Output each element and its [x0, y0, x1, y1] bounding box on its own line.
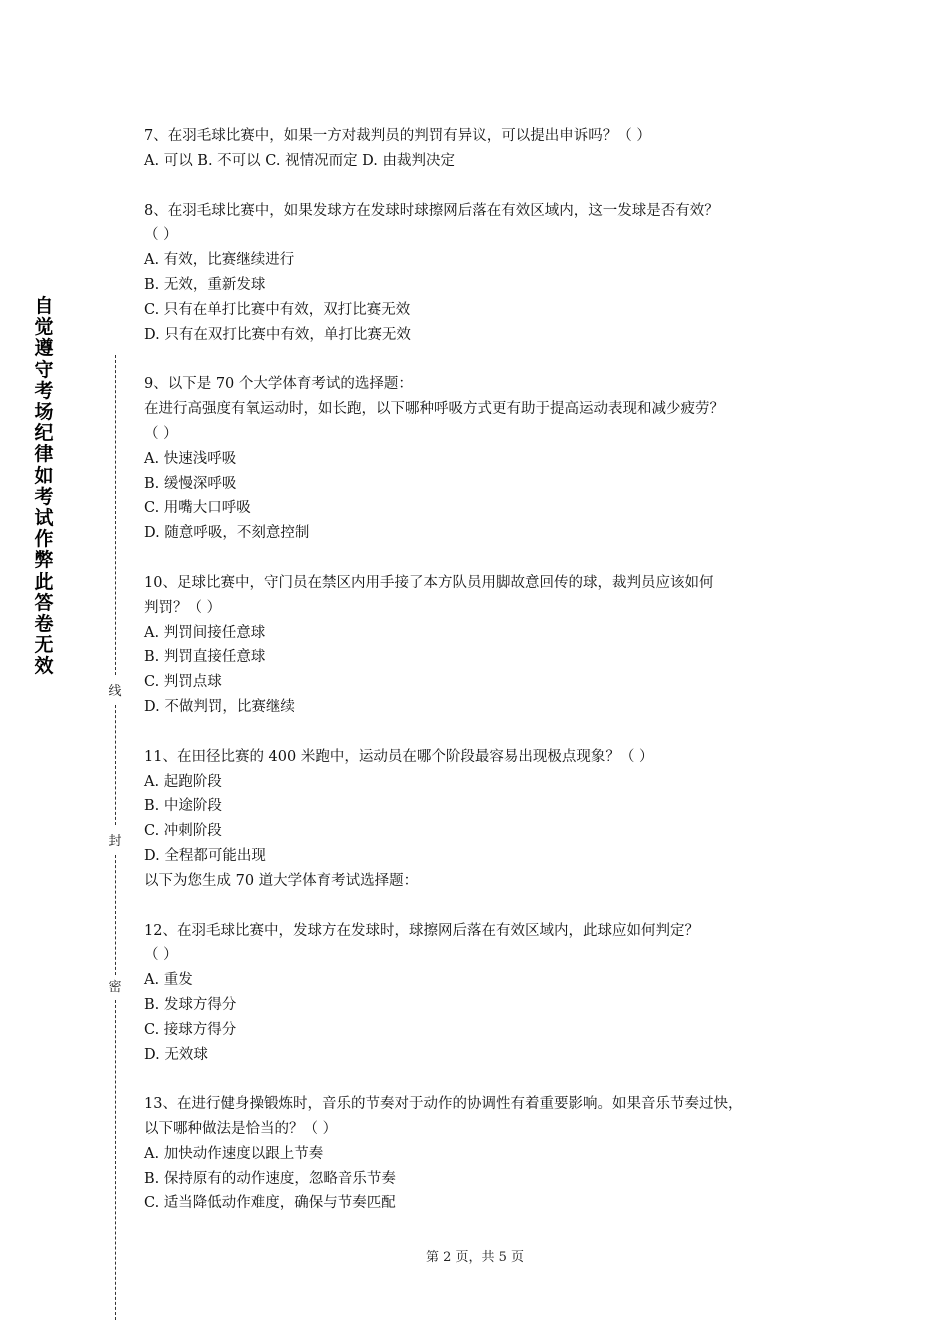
binding-label-feng: 封: [106, 830, 124, 849]
question-stem-line: 判罚？（ ）: [144, 599, 222, 616]
question-gap: [144, 1067, 824, 1092]
answer-option: B. 发球方得分: [144, 996, 237, 1013]
answer-option: B. 中途阶段: [144, 798, 222, 815]
answer-option: D. 不做判罚，比赛继续: [144, 698, 295, 715]
question-stem-line: （ ）: [144, 227, 178, 244]
question-stem-line: 13、在进行健身操锻炼时，音乐的节奏对于动作的协调性有着重要影响。如果音乐节奏过快，: [144, 1096, 743, 1113]
question-stem-line: 8、在羽毛球比赛中，如果发球方在发球时球擦网后落在有效区域内，这一发球是否有效？: [144, 202, 719, 219]
binding-dashed-line: [115, 1000, 116, 1320]
binding-dashed-line: [115, 855, 116, 975]
answer-option: C. 判罚点球: [144, 674, 222, 691]
question-list: [144, 124, 824, 1216]
question-gap: [144, 174, 824, 199]
binding-label-mi: 密: [106, 976, 124, 995]
answer-option: C. 只有在单打比赛中有效，双打比赛无效: [144, 301, 411, 318]
answer-option: D. 全程都可能出现: [144, 847, 266, 864]
question-stem-line: 在进行高强度有氧运动时，如长跑，以下哪种呼吸方式更有助于提高运动表现和减少疲劳？: [144, 401, 724, 418]
answer-option: D. 随意呼吸，不刻意控制: [144, 525, 310, 542]
question-stem-line: （ ）: [144, 425, 178, 442]
question-block: [144, 372, 824, 546]
question-stem-line: 7、在羽毛球比赛中，如果一方对裁判员的判罚有异议，可以提出申诉吗？（ ）: [144, 128, 651, 144]
answer-option: 以下为您生成 70 道大学体育考试选择题：: [144, 872, 419, 889]
question-stem-line: 12、在羽毛球比赛中，发球方在发球时，球擦网后落在有效区域内，此球应如何判定？: [144, 922, 699, 939]
page-footer: 第 2 页，共 5 页: [425, 1250, 525, 1265]
answer-option: A. 有效，比赛继续进行: [144, 252, 295, 269]
binding-label-xian: 线: [106, 680, 124, 699]
question-stem-line: （ ）: [144, 947, 178, 964]
answer-option: A. 起跑阶段: [144, 773, 222, 790]
question-gap: [144, 720, 824, 745]
question-stem-line: 11、在田径比赛的 400 米跑中，运动员在哪个阶段最容易出现极点现象？（ ）: [144, 748, 654, 765]
question-stem-line: 10、足球比赛中，守门员在禁区内用手接了本方队员用脚故意回传的球，裁判员应该如何: [144, 574, 714, 591]
answer-option: B. 无效，重新发球: [144, 276, 266, 293]
binding-dashed-line: [115, 705, 116, 825]
answer-option: C. 用嘴大口呼吸: [144, 500, 251, 517]
answer-option: C. 接球方得分: [144, 1021, 237, 1038]
answer-option: A. 重发: [144, 972, 193, 989]
question-block: [144, 124, 824, 174]
question-block: [144, 745, 824, 894]
answer-option: B. 缓慢深呼吸: [144, 475, 237, 492]
answer-option: A. 可以 B. 不可以 C. 视情况而定 D. 由裁判决定: [144, 152, 456, 169]
question-block: [144, 199, 824, 348]
answer-option: B. 判罚直接任意球: [144, 649, 266, 666]
answer-option: D. 只有在双打比赛中有效，单打比赛无效: [144, 326, 411, 343]
question-block: [144, 919, 824, 1068]
answer-option: A. 判罚间接任意球: [144, 624, 266, 641]
question-gap: [144, 546, 824, 571]
binding-dashed-line: [115, 355, 116, 675]
answer-option: C. 适当降低动作难度，确保与节奏匹配: [144, 1195, 396, 1212]
question-stem-line: 以下哪种做法是恰当的？（ ）: [144, 1121, 338, 1138]
exam-discipline-notice: 自觉遵守考场纪律如考试作弊此答卷无效: [34, 295, 54, 678]
answer-option: B. 保持原有的动作速度，忽略音乐节奏: [144, 1170, 396, 1187]
answer-option: D. 无效球: [144, 1046, 208, 1063]
question-stem-line: 9、以下是 70 个大学体育考试的选择题：: [144, 376, 413, 393]
question-block: [144, 1092, 824, 1216]
question-block: [144, 571, 824, 720]
question-gap: [144, 894, 824, 919]
answer-option: A. 快速浅呼吸: [144, 450, 237, 467]
answer-option: A. 加快动作速度以跟上节奏: [144, 1145, 324, 1162]
question-gap: [144, 347, 824, 372]
answer-option: C. 冲刺阶段: [144, 823, 222, 840]
